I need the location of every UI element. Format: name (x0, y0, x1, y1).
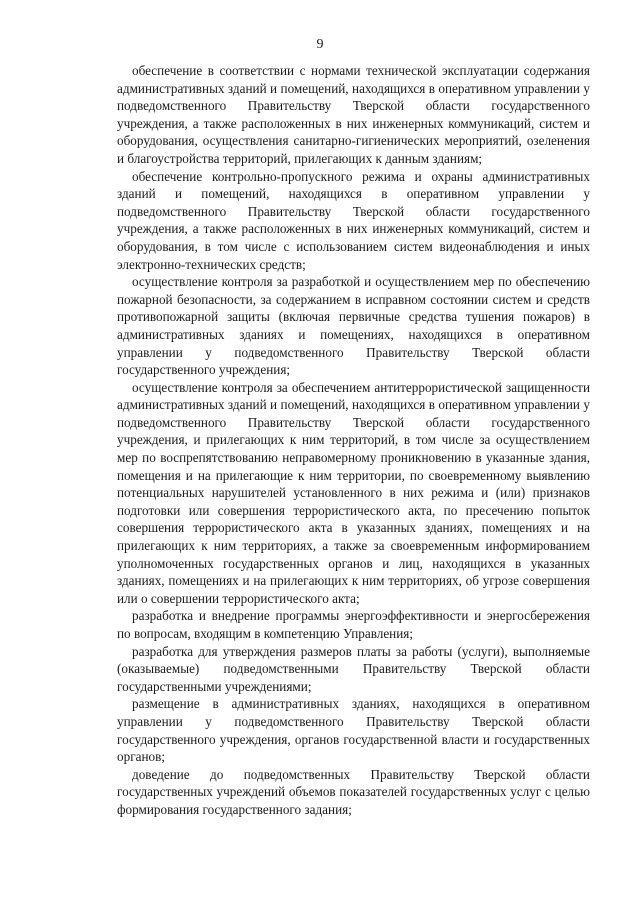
paragraph-fire-safety: осуществление контроля за разработкой и осуществлением мер по обеспечению пожарной безопасности, за содержанием в исправном состоянии систем и средств противопожарной защиты (включая первичные средства тушения пожаров) в административных зданиях и помещениях, находящихся в оперативном управлении у подведомственного Правительству Тверской области государственного учреждения; (117, 274, 590, 378)
paragraph-energy-efficiency: разработка и внедрение программы энергоэффективности и энергосбережения по вопросам, входящим в компетенцию Управления; (117, 608, 590, 641)
paragraph-fees: разработка для утверждения размеров платы за работы (услуги), выполняемые (оказываемые) подведомственными Правительству Тверской области государственными учреждениями; (117, 643, 590, 694)
paragraph-placement: размещение в административных зданиях, находящихся в оперативном управлении у подведомственного Правительству Тверской области государственного учреждения, органов государственной власти и государственных органов; (117, 696, 590, 765)
page-number: 9 (316, 37, 324, 52)
paragraph-maintenance: обеспечение в соответствии с нормами технической эксплуатации содержания административных зданий и помещений, находящихся в оперативном управлении у подведомственного Правительству Тверской области государственного учреждения, а также расположенных в них инженерных коммуникаций, систем и оборудования, осуществления санитарно-гигиенических мероприятий, озеленения и благоустройства территорий, прилегающих к данным зданиям; (117, 63, 590, 166)
paragraph-access-control: обеспечение контрольно-пропускного режима и охраны административных зданий и помещений, находящихся в оперативном управлении у подведомственного Правительству Тверской области государственного учреждения, а также расположенных в них инженерных коммуникаций, систем и оборудования, в том числе с использованием систем видеонаблюдения и иных электронно-технических средств; (117, 168, 590, 272)
paragraph-state-assignment: доведение до подведомственных Правительству Тверской области государственных учреждений объемов показателей государственных услуг с целью формирования государственного задания; (117, 766, 590, 817)
paragraph-antiterror: осуществление контроля за обеспечением антитеррористической защищенности административных зданий и помещений, находящихся в оперативном управлении у подведомственного Правительству Тверской области государственного учреждения, и прилегающих к ним территорий, в том числе за осуществлением мер по воспрепятствованию неправомерному проникновению в указанные здания, помещения и на прилегающие к ним территории, по своевременному выявлению потенциальных нарушителей установленного в них режима и (или) признаков подготовки или совершения террористического акта, по пресечению попыток совершения террористического акта в указанных зданиях, помещениях и на прилегающих к ним территориях, а также за своевременным информированием уполномоченных государственных органов и лиц, находящихся в указанных зданиях, помещениях и на прилегающих к ним территориях, об угрозе совершения или о совершении террористического акта; (117, 379, 590, 606)
document-body (117, 62, 590, 819)
